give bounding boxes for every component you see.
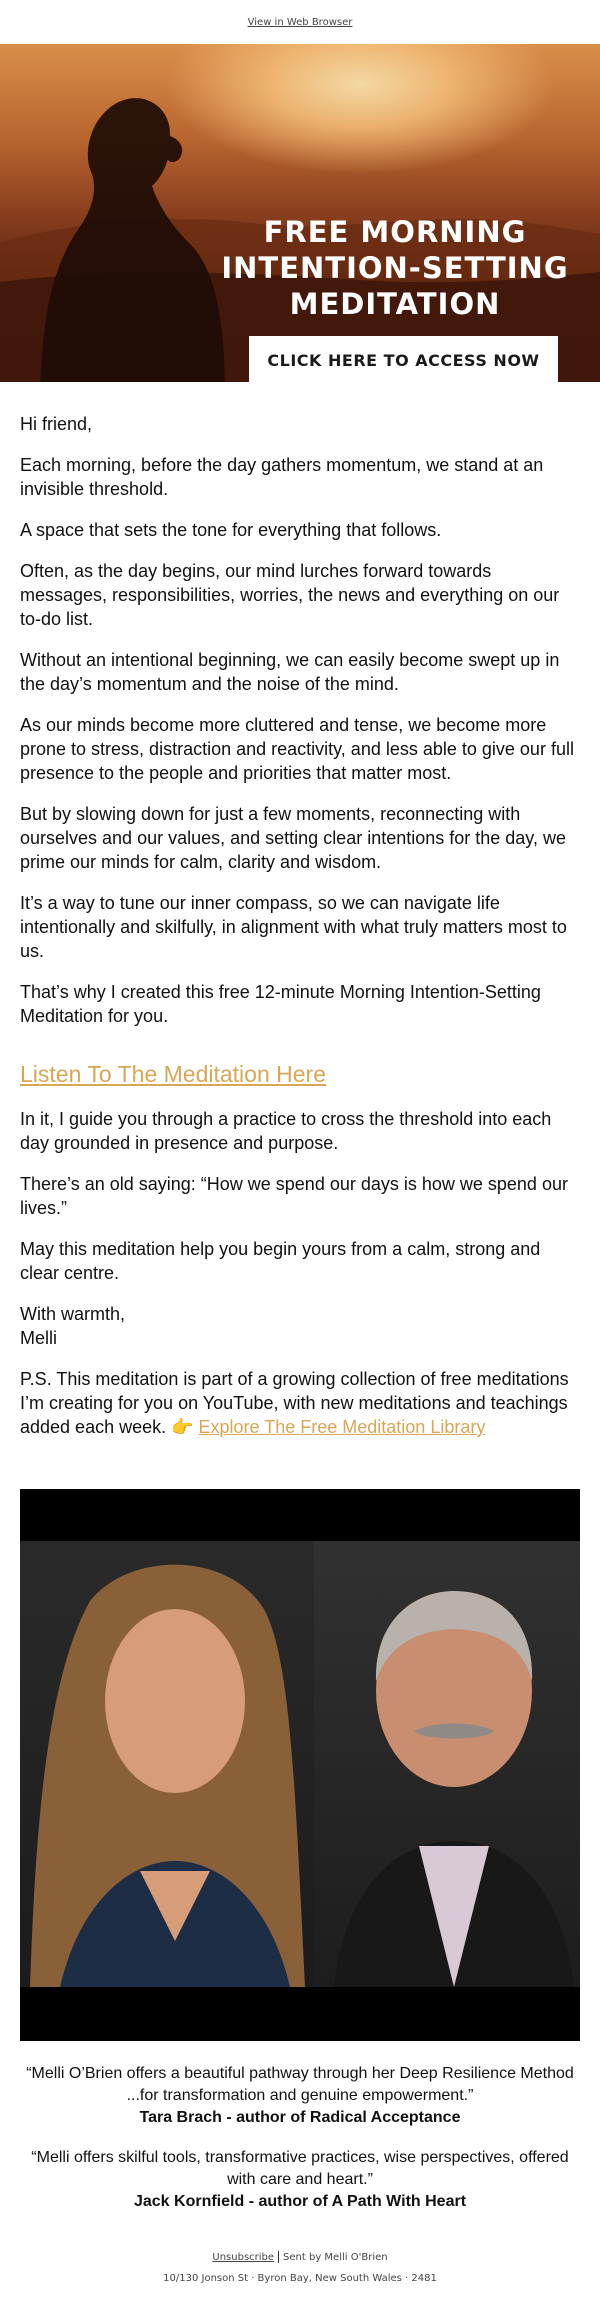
hero-title	[220, 214, 570, 322]
footer-address: 10/130 Jonson St · Byron Bay, New South Wales · 2481	[163, 2273, 437, 2284]
postscript-text: P.S. This meditation is part of a growing collection of free meditations I’m creating for you on YouTube, with new meditations and teachings added each week. 👉	[20, 1369, 569, 1437]
hero-banner[interactable]	[0, 44, 600, 382]
teachers-portrait-photo	[20, 1489, 580, 2041]
topbar	[0, 0, 600, 44]
jack-kornfield-portrait	[314, 1541, 580, 1987]
view-in-browser-link[interactable]: View in Web Browser	[247, 16, 353, 28]
woman-portrait-graphic	[20, 1541, 314, 1987]
paragraph: But by slowing down for just a few moments, reconnecting with ourselves and our values, and setting clear intentions for the day, we prime our minds for calm, clarity and wisdom.	[20, 804, 566, 872]
testimonial-author: Tara Brach - author of Radical Acceptance	[139, 2109, 461, 2126]
signoff-line-1: With warmth,	[20, 1304, 126, 1324]
testimonials	[0, 2041, 600, 2213]
email-body	[0, 382, 600, 1439]
paragraph: In it, I guide you through a practice to cross the threshold into each day grounded in presence and purpose.	[20, 1109, 552, 1153]
hero-title-line-3: MEDITATION	[289, 287, 501, 321]
paragraph: Without an intentional beginning, we can easily become swept up in the day’s momentum and the noise of the mind.	[20, 650, 560, 694]
hero-title-line-2: INTENTION-SETTING	[221, 251, 569, 285]
greeting: Hi friend,	[20, 414, 93, 434]
paragraph: A space that sets the tone for everything that follows.	[20, 520, 442, 540]
paragraph: There’s an old saying: “How we spend our days is how we spend our lives.”	[20, 1174, 568, 1218]
hero-title-line-1: FREE MORNING	[263, 215, 527, 249]
paragraph: Often, as the day begins, our mind lurches forward towards messages, responsibilities, worries, the news and everything on our to-do list.	[20, 561, 560, 629]
tara-brach-portrait	[20, 1541, 314, 1987]
listen-meditation-link[interactable]: Listen To The Meditation Here	[20, 1061, 326, 1087]
postscript	[20, 1367, 580, 1439]
man-portrait-graphic	[314, 1541, 580, 1987]
footer	[0, 2231, 600, 2308]
paragraph: May this meditation help you begin yours from a calm, strong and clear centre.	[20, 1239, 541, 1283]
signoff	[20, 1302, 580, 1350]
access-now-button[interactable]: CLICK HERE TO ACCESS NOW	[249, 336, 558, 382]
paragraph: As our minds become more cluttered and tense, we become more prone to stress, distraction and reactivity, and less able to give our full presence to the people and priorities that matter most.	[20, 715, 574, 783]
paragraph: That’s why I created this free 12-minute Morning Intention-Setting Meditation for you.	[20, 982, 541, 1026]
woman-silhouette-icon	[20, 74, 240, 382]
unsubscribe-link[interactable]: Unsubscribe	[212, 2252, 275, 2263]
paragraph: It’s a way to tune our inner compass, so we can navigate life intentionally and skilfully, in alignment with what truly matters most to us.	[20, 893, 567, 961]
footer-divider	[278, 2251, 279, 2263]
testimonial-quote: “Melli offers skilful tools, transformative practices, wise perspectives, offered with care and heart.”	[31, 2149, 569, 2188]
sent-by-text: Sent by Melli O'Brien	[283, 2252, 388, 2263]
explore-library-link[interactable]: Explore The Free Meditation Library	[198, 1417, 486, 1437]
signoff-line-2: Melli	[20, 1328, 58, 1348]
testimonial-quote: “Melli O’Brien offers a beautiful pathway through her Deep Resilience Method ...for transformation and genuine empowerment.”	[26, 2065, 574, 2104]
paragraph: Each morning, before the day gathers momentum, we stand at an invisible threshold.	[20, 455, 544, 499]
testimonial-author: Jack Kornfield - author of A Path With Heart	[133, 2193, 467, 2210]
